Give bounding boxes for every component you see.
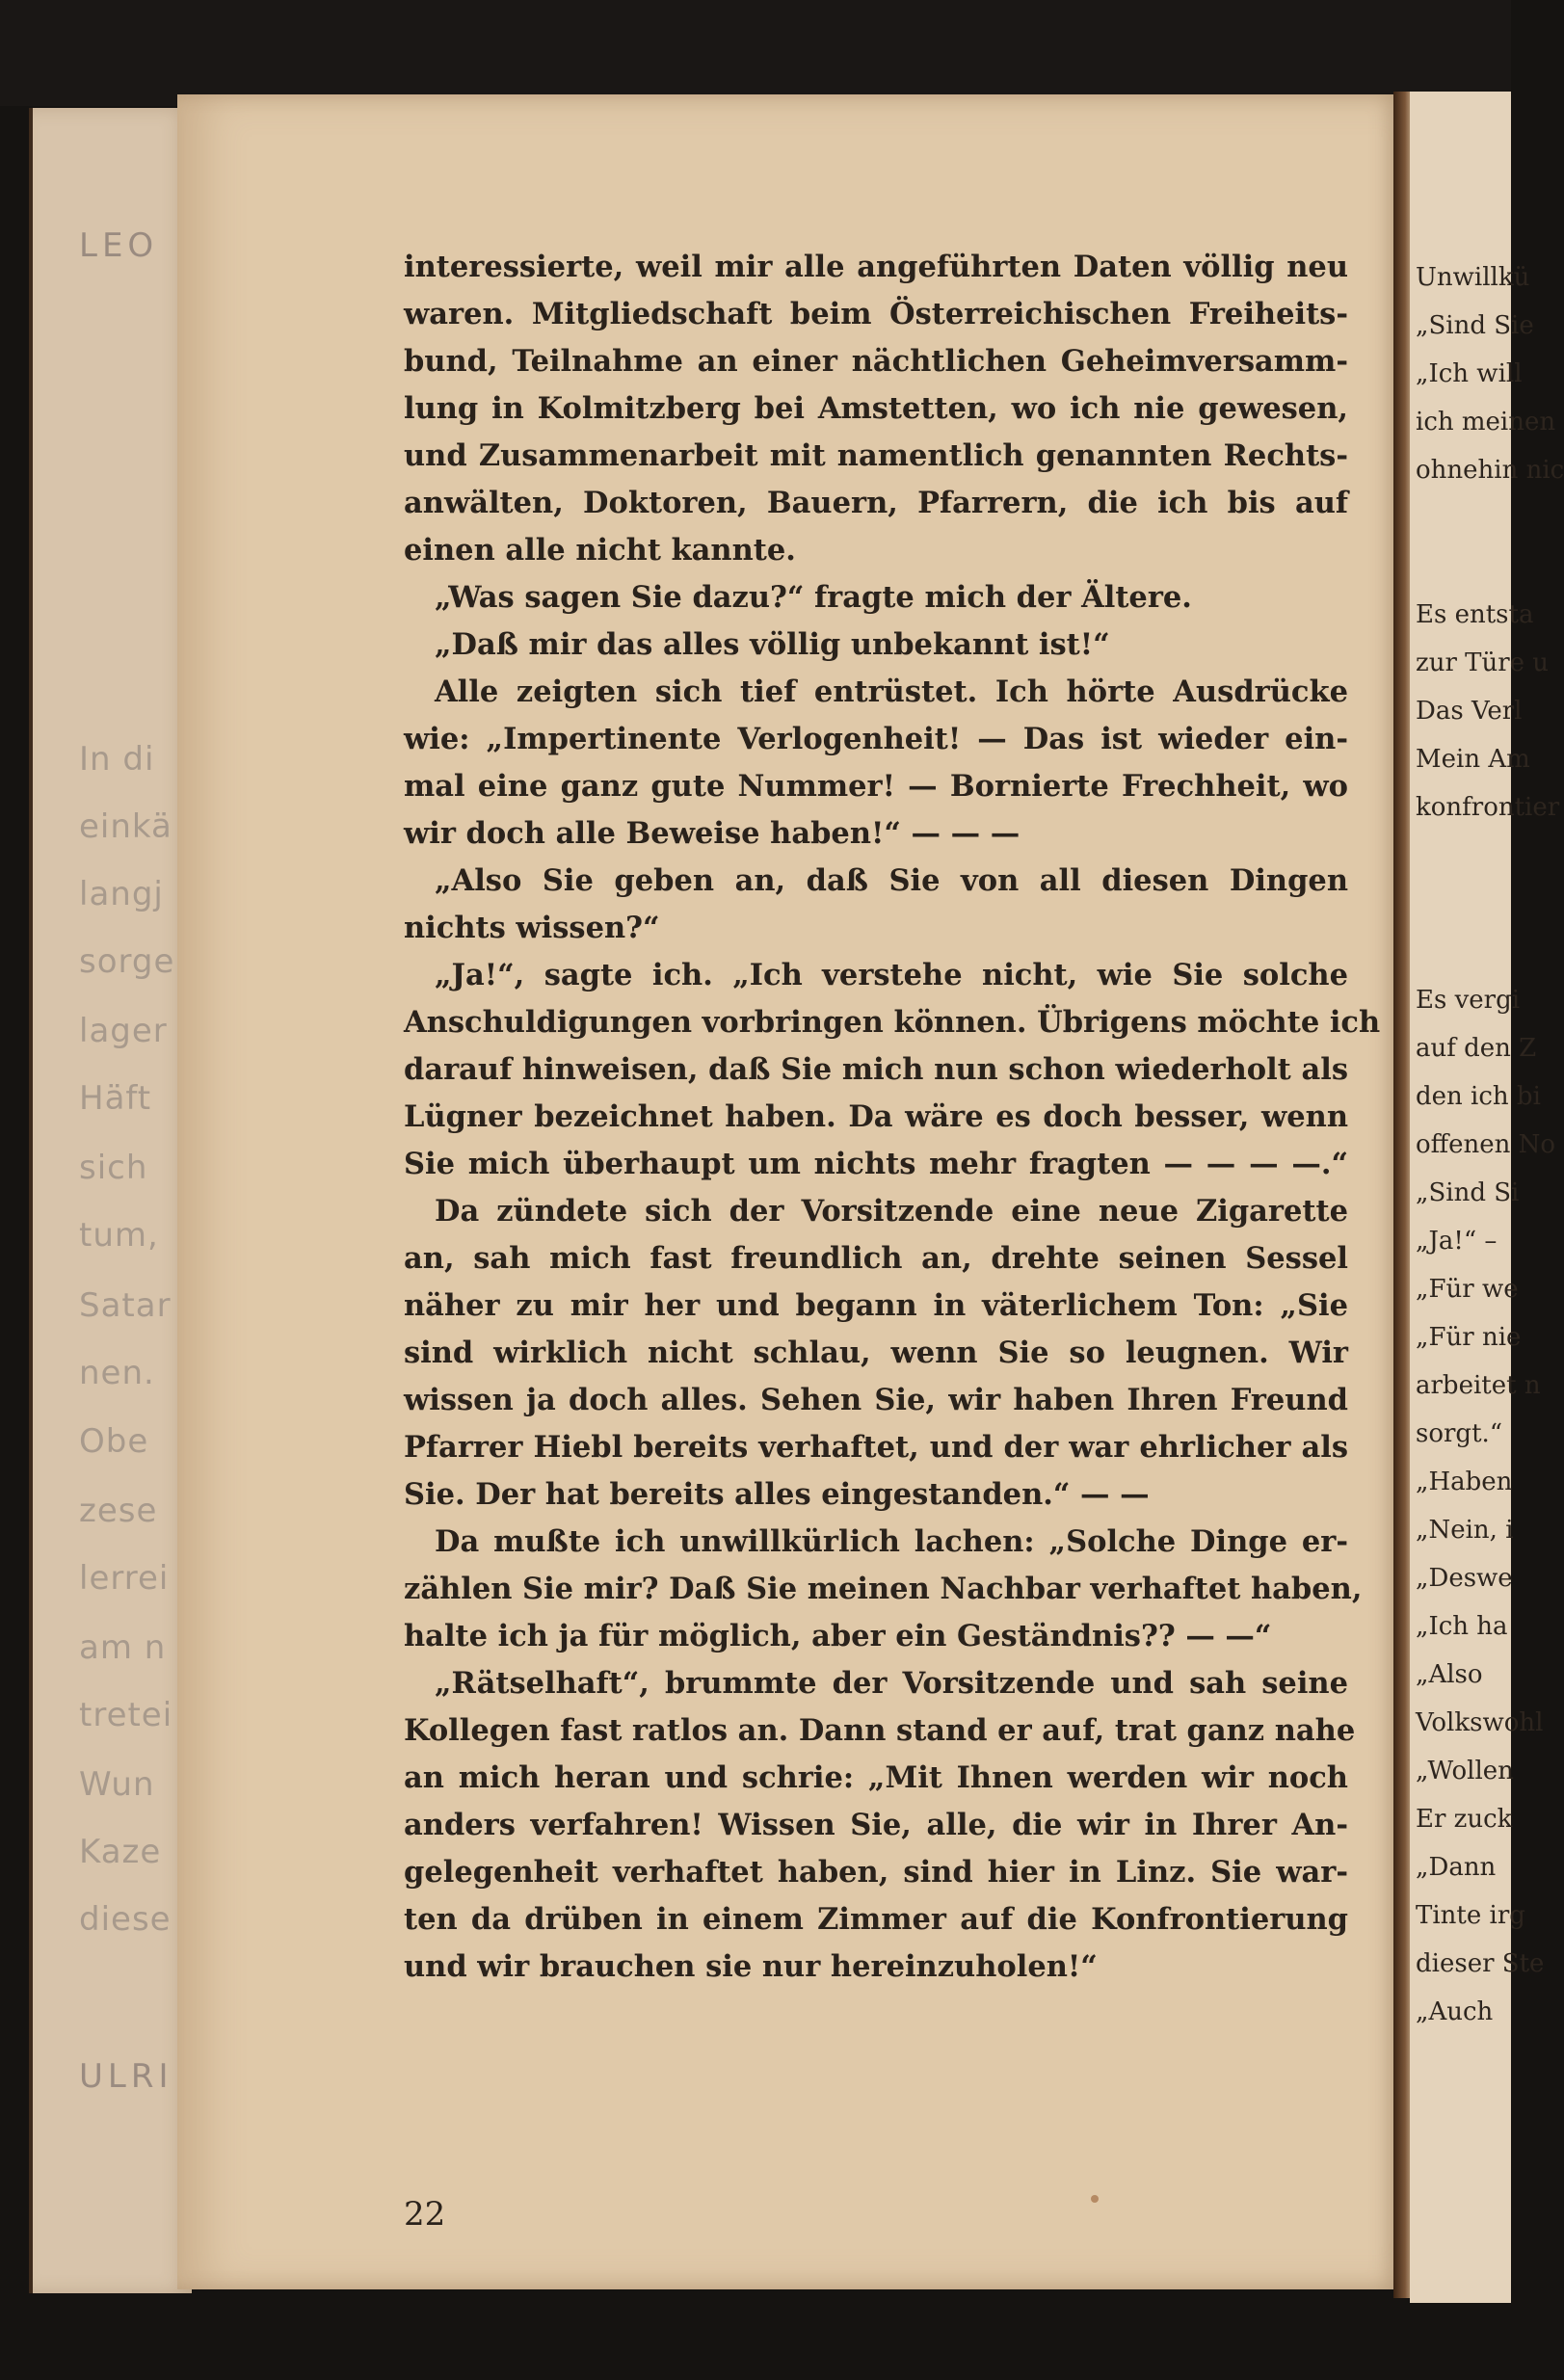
facing-page-line: „Dann	[1416, 1853, 1497, 1882]
cover-word: langj	[79, 875, 164, 913]
cover-word: tretei	[79, 1696, 173, 1734]
cover-word: sich	[79, 1149, 148, 1187]
text-line: zählen Sie mir? Daß Sie meinen Nachbar verhaftet haben,	[404, 1572, 1363, 1606]
text-line: und wir brauchen sie nur hereinzuholen!“	[404, 1949, 1098, 1984]
facing-page-line: ich meinen	[1416, 408, 1556, 436]
facing-page-line: „Ja!“ –	[1416, 1227, 1498, 1256]
cover-word: LEO	[79, 226, 159, 265]
facing-page-line: auf den Z	[1416, 1034, 1537, 1063]
cover-word: am n	[79, 1628, 167, 1667]
text-line: Sie mich überhaupt um nichts mehr fragten — — — —.“	[404, 1147, 1348, 1181]
text-line: „Rätselhaft“, brummte der Vorsitzende und sah seine	[435, 1666, 1348, 1701]
cover-word: Wun	[79, 1765, 155, 1804]
cover-word: Häft	[79, 1079, 152, 1118]
facing-page-line: „Auch	[1416, 1997, 1494, 2026]
facing-page-line: „Sind Si	[1416, 1178, 1520, 1207]
text-line: Lügner bezeichnet haben. Da wäre es doch besser, wenn	[404, 1099, 1348, 1134]
text-line: Anschuldigungen vorbringen können. Übrigens möchte ich	[404, 1005, 1381, 1040]
facing-page-line: ohnehin nic	[1416, 456, 1564, 485]
text-line: „Also Sie geben an, daß Sie von all diesen Dingen	[435, 863, 1348, 898]
text-line: „Ja!“, sagte ich. „Ich verstehe nicht, wie Sie solche	[435, 958, 1348, 992]
cover-word: sorge	[79, 942, 175, 981]
text-line: Da zündete sich der Vorsitzende eine neue Zigarette	[435, 1194, 1348, 1229]
facing-page-line: konfrontier	[1416, 793, 1560, 822]
facing-page-line: dieser Ste	[1416, 1949, 1545, 1978]
facing-page-line: „Sind Sie	[1416, 311, 1534, 340]
facing-page-line: offenen No	[1416, 1130, 1556, 1159]
cover-word: Kaze	[79, 1833, 162, 1871]
facing-page-line: „Für nie	[1416, 1323, 1522, 1352]
facing-page-line: „Nein, i	[1416, 1516, 1514, 1545]
page-number: 22	[404, 2195, 446, 2234]
text-line: sind wirklich nicht schlau, wenn Sie so leugnen. Wir	[404, 1335, 1348, 1370]
text-line: wie: „Impertinente Verlogenheit! — Das ist wieder ein-	[404, 722, 1348, 756]
left-cover-region	[0, 0, 188, 2380]
text-line: Da mußte ich unwillkürlich lachen: „Solche Dinge er-	[435, 1524, 1348, 1559]
text-line: Pfarrer Hiebl bereits verhaftet, und der war ehrlicher als	[404, 1430, 1348, 1465]
text-line: halte ich ja für möglich, aber ein Geständnis?? — —“	[404, 1619, 1272, 1653]
cover-word: diese	[79, 1900, 172, 1939]
facing-page-line: sorgt.“	[1416, 1419, 1503, 1448]
text-line: ten da drüben in einem Zimmer auf die Konfrontierung	[404, 1902, 1348, 1937]
facing-page-line: „Also	[1416, 1660, 1483, 1689]
facing-page-line: Es vergi	[1416, 986, 1521, 1015]
text-line: bund, Teilnahme an einer nächtlichen Geheimversamm-	[404, 344, 1348, 379]
facing-page-line: „Ich will	[1416, 359, 1523, 388]
facing-page-line: „Ich ha	[1416, 1612, 1508, 1641]
left-cover	[29, 108, 192, 2293]
facing-page-line: „Wollen	[1416, 1757, 1514, 1785]
cover-word: zese	[79, 1492, 158, 1530]
text-line: einen alle nicht kannte.	[404, 533, 796, 568]
text-line: nichts wissen?“	[404, 911, 660, 945]
text-line: wissen ja doch alles. Sehen Sie, wir haben Ihren Freund	[404, 1383, 1348, 1417]
text-line: und Zusammenarbeit mit namentlich genannten Rechts-	[404, 438, 1348, 473]
text-line: Kollegen fast ratlos an. Dann stand er auf, trat ganz nahe	[404, 1713, 1356, 1748]
facing-page-line: zur Türe u	[1416, 648, 1550, 677]
text-line: an, sah mich fast freundlich an, drehte seinen Sessel	[404, 1241, 1348, 1276]
facing-page-line: arbeitet n	[1416, 1371, 1541, 1400]
text-line: anders verfahren! Wissen Sie, alle, die wir in Ihrer An-	[404, 1808, 1348, 1842]
facing-page-line: Tinte irg	[1416, 1901, 1525, 1930]
text-line: mal eine ganz gute Nummer! — Bornierte Frechheit, wo	[404, 769, 1348, 804]
text-line: gelegenheit verhaftet haben, sind hier in Linz. Sie war-	[404, 1855, 1348, 1890]
text-line: interessierte, weil mir alle angeführten Daten völlig neu	[404, 250, 1348, 284]
cover-word: Satar	[79, 1286, 172, 1325]
cover-word: lager	[79, 1012, 168, 1050]
facing-page-line: Er zuck	[1416, 1805, 1513, 1834]
text-line: wir doch alle Beweise haben!“ — — —	[404, 816, 1021, 851]
facing-page-line: Das Verl	[1416, 697, 1523, 726]
cover-word: einkä	[79, 807, 172, 846]
text-line: darauf hinweisen, daß Sie mich nun schon wiederholt als	[404, 1052, 1348, 1087]
text-line: Alle zeigten sich tief entrüstet. Ich hörte Ausdrücke	[435, 674, 1348, 709]
facing-page-line: Mein Am	[1416, 745, 1530, 774]
facing-page-line: „Deswe	[1416, 1564, 1513, 1593]
facing-page-line: „Haben	[1416, 1468, 1513, 1496]
cover-word: Obe	[79, 1422, 149, 1461]
facing-page	[1410, 92, 1564, 2303]
book-page	[177, 94, 1396, 2289]
cover-word: lerrei	[79, 1559, 170, 1598]
cover-word: nen.	[79, 1354, 155, 1392]
text-line: an mich heran und schrie: „Mit Ihnen werden wir noch	[404, 1760, 1348, 1795]
facing-page-line: Es entsta	[1416, 600, 1534, 629]
cover-word: tum,	[79, 1216, 159, 1255]
text-line: anwälten, Doktoren, Bauern, Pfarrern, die ich bis auf	[404, 486, 1348, 520]
cover-word: In di	[79, 740, 155, 779]
paper-speck	[1091, 2195, 1099, 2203]
text-line: lung in Kolmitzberg bei Amstetten, wo ich nie gewesen,	[404, 391, 1348, 426]
text-line: „Daß mir das alles völlig unbekannt ist!“	[435, 627, 1110, 662]
text-line: „Was sagen Sie dazu?“ fragte mich der Ältere.	[435, 580, 1192, 615]
facing-page-line: Volkswohl	[1416, 1708, 1544, 1737]
page-body-text	[404, 244, 1381, 1991]
text-line: waren. Mitgliedschaft beim Österreichischen Freiheits-	[404, 297, 1348, 331]
facing-page-line: „Für we	[1416, 1275, 1519, 1304]
facing-page-line: den ich bi	[1416, 1082, 1541, 1111]
background-top	[0, 0, 1511, 106]
text-line: näher zu mir her und begann in väterlichem Ton: „Sie	[404, 1288, 1348, 1323]
cover-word: ULRI	[79, 2057, 173, 2096]
text-line: Sie. Der hat bereits alles eingestanden.“ — —	[404, 1477, 1150, 1512]
facing-page-line: Unwillkü	[1416, 263, 1530, 292]
